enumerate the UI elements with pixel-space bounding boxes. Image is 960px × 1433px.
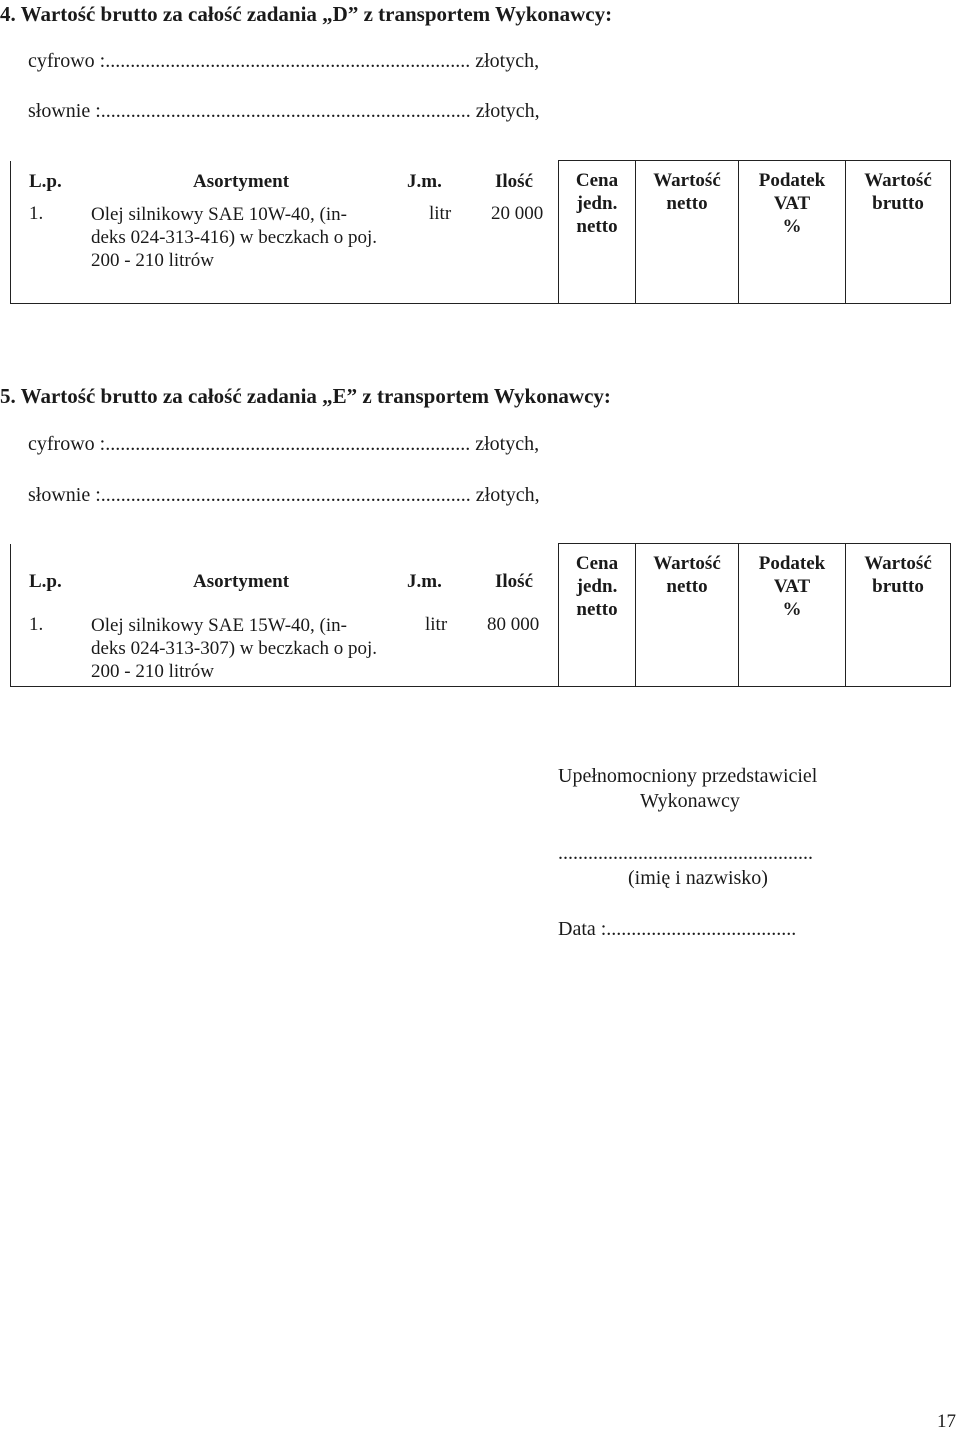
header-podatek-line: VAT	[773, 576, 811, 597]
header-wartosc-brutto-line: brutto	[872, 193, 924, 214]
item-desc-line: 200 - 210 litrów	[91, 249, 214, 271]
header-ilosc: Ilość	[495, 570, 533, 592]
item-jm: litr	[429, 202, 452, 224]
header-jm: J.m.	[407, 570, 442, 592]
header-ilosc: Ilość	[495, 170, 533, 192]
header-lp: L.p.	[29, 170, 62, 192]
item-desc-line: deks 024-313-307) w beczkach o poj.	[91, 637, 377, 659]
signature-name-hint: (imię i nazwisko)	[628, 867, 768, 889]
header-lp: L.p.	[29, 570, 62, 592]
page-number: 17	[937, 1411, 956, 1432]
header-wartosc-brutto	[846, 544, 951, 687]
signature-date: Data :......................................	[558, 918, 797, 940]
header-asortyment: Asortyment	[193, 570, 290, 592]
item-ilosc: 20 000	[491, 202, 544, 224]
header-wartosc-netto	[636, 544, 739, 687]
table-d-header-row	[11, 161, 558, 203]
header-podatek-vat	[739, 161, 846, 304]
section-d-slownie: słownie :.......................................................................... złotych,	[28, 100, 540, 122]
header-wartosc-brutto	[846, 161, 951, 304]
item-lp: 1.	[29, 613, 44, 635]
header-cena	[559, 544, 636, 687]
table-e-header-row	[11, 544, 558, 592]
item-desc-line: Olej silnikowy SAE 15W-40, (in-	[91, 614, 347, 636]
header-wartosc-netto-line: netto	[666, 576, 708, 597]
header-wartosc-netto-line: netto	[666, 193, 708, 214]
header-cena-line: jedn.	[576, 193, 618, 214]
section-d-cyfrowo: cyfrowo :......................................................................... złotych,	[28, 50, 540, 72]
table-e-item-row	[11, 614, 558, 706]
section-d-heading: 4. Wartość brutto za całość zadania „D” z transportem Wykonawcy:	[0, 2, 613, 26]
item-description	[91, 614, 391, 683]
item-description	[91, 203, 391, 272]
header-wartosc-netto	[636, 161, 739, 304]
table-d-left-cell	[11, 161, 559, 304]
header-cena-line: Cena	[575, 553, 619, 574]
header-cena-line: Cena	[575, 170, 619, 191]
header-podatek-vat	[739, 544, 846, 687]
item-ilosc: 80 000	[487, 613, 540, 635]
header-cena-line: netto	[576, 599, 618, 620]
header-cena-line: netto	[576, 216, 618, 237]
header-podatek-line: Podatek	[758, 553, 826, 574]
item-desc-line: 200 - 210 litrów	[91, 660, 214, 682]
section-e-heading: 5. Wartość brutto za całość zadania „E” z transportem Wykonawcy:	[0, 384, 611, 408]
header-asortyment: Asortyment	[193, 170, 290, 192]
signature-title-line1: Upełnomocniony przedstawiciel	[558, 765, 818, 787]
table-d	[10, 160, 951, 304]
header-wartosc-netto-line: Wartość	[653, 170, 721, 191]
signature-dots: ...................................................	[558, 842, 813, 864]
header-cena-line: jedn.	[576, 576, 618, 597]
item-desc-line: deks 024-313-416) w beczkach o poj.	[91, 226, 377, 248]
table-e-left-cell	[11, 544, 559, 687]
item-lp: 1.	[29, 202, 44, 224]
table-d-item-row	[11, 203, 558, 295]
header-wartosc-brutto-line: Wartość	[864, 170, 932, 191]
table-e	[10, 543, 951, 687]
signature-title-line2: Wykonawcy	[640, 790, 740, 812]
section-e-cyfrowo: cyfrowo :......................................................................... złotych,	[28, 433, 540, 455]
header-podatek-line: VAT	[773, 193, 811, 214]
header-cena	[559, 161, 636, 304]
item-jm: litr	[425, 613, 448, 635]
header-wartosc-brutto-line: brutto	[872, 576, 924, 597]
header-podatek-line: Podatek	[758, 170, 826, 191]
header-podatek-line: %	[782, 599, 802, 620]
section-e-slownie: słownie :.......................................................................... złotych,	[28, 484, 540, 506]
header-wartosc-brutto-line: Wartość	[864, 553, 932, 574]
header-podatek-line: %	[782, 216, 802, 237]
header-wartosc-netto-line: Wartość	[653, 553, 721, 574]
header-jm: J.m.	[407, 170, 442, 192]
item-desc-line: Olej silnikowy SAE 10W-40, (in-	[91, 203, 347, 225]
